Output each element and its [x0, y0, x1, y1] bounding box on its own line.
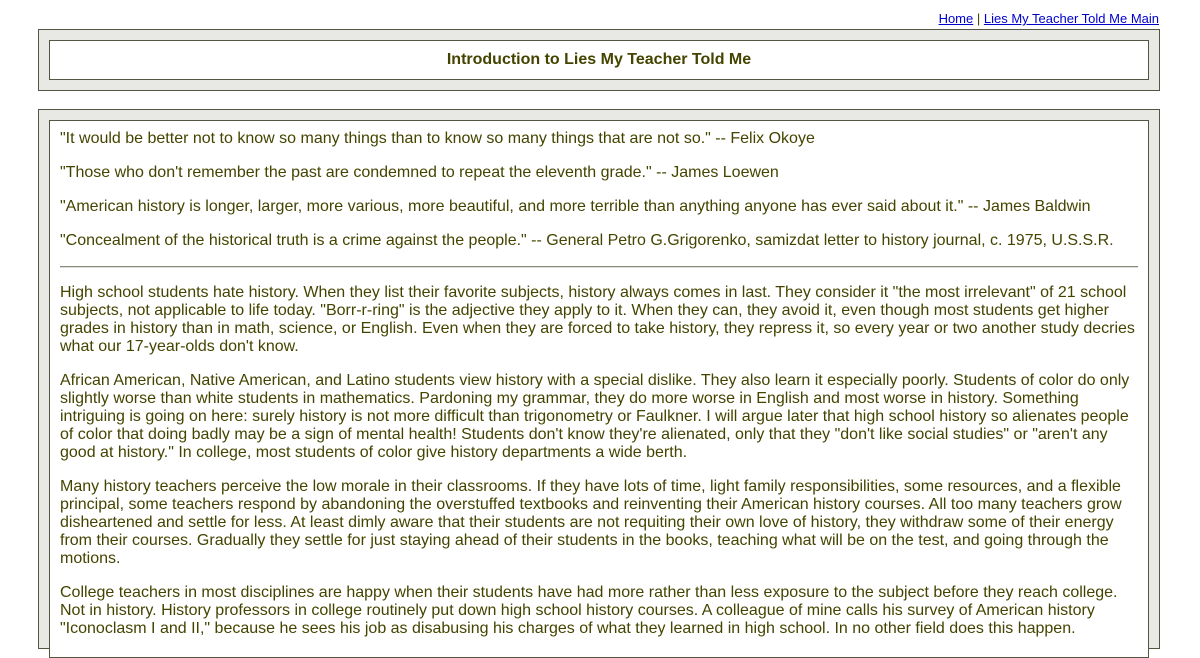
paragraph: High school students hate history. When they list their favorite subjects, history always comes in last. They consider it "the most irrelevant" of 21 school subjects, not applicable to life today. "Borr-r-ring" is the adjective they apply to it. When they can, they avoid it, even though most students get higher grades in history than in math, science, or English. Even when they are forced to take history, they repress it, so every year or two another study decries what our 17-year-olds don't know.: [60, 284, 1135, 355]
quote: "Concealment of the historical truth is a crime against the people." -- General Petro G.Grigorenko, samizdat letter to history journal, c. 1975, U.S.S.R.: [60, 232, 1114, 249]
home-link[interactable]: Home: [938, 11, 974, 26]
divider: [60, 266, 1138, 268]
content-panel: [38, 109, 1160, 649]
quote: "Those who don't remember the past are condemned to repeat the eleventh grade." -- James Loewen: [60, 164, 779, 181]
title-panel: [38, 29, 1160, 91]
paragraph: Many history teachers perceive the low morale in their classrooms. If they have lots of time, light family responsibilities, some resources, and a flexible principal, some teachers respond by abandoning the overstuffed textbooks and reinventing their American history courses. All too many teachers grow disheartened and settle for less. At least dimly aware that their students are not requiting their own love of history, they withdraw some of their energy from their courses. Gradually they settle for just staying ahead of their students in the books, teaching what will be on the test, and going through the motions.: [60, 478, 1122, 567]
quote-list: [60, 130, 1138, 250]
content-box: [49, 120, 1149, 658]
title-box: [49, 40, 1149, 80]
paragraph: African American, Native American, and Latino students view history with a special dislike. They also learn it especially poorly. Students of color do only slightly worse than white students in mathematics. Pardoning my grammar, they do more worse in English and most worse in history. Something intriguing is going on here: surely history is not more difficult than trigonometry or Faulkner. I will argue later that high school history so alienates people of color that doing badly may be a sign of mental health! Students don't know they're alienated, only that they "don't like social studies" or "aren't any good at history." In college, most students of color give history departments a wide berth.: [60, 372, 1130, 461]
quote: "It would be better not to know so many things than to know so many things that are not so." -- Felix Okoye: [60, 130, 815, 147]
body-text: [60, 284, 1138, 638]
main-link[interactable]: Lies My Teacher Told Me Main: [983, 11, 1159, 26]
nav-separator: |: [976, 11, 981, 26]
page-title: Introduction to Lies My Teacher Told Me: [446, 51, 752, 68]
quote: "American history is longer, larger, more various, more beautiful, and more terrible than anything anyone has ever said about it." -- James Baldwin: [60, 198, 1091, 215]
paragraph: College teachers in most disciplines are happy when their students have had more rather than less exposure to the subject before they reach college. Not in history. History professors in college routinely put down high school history courses. A colleague of mine calls his survey of American history "Iconoclasm I and II," because he sees his job as disabusing his charges of what they learned in high school. In no other field does this happen.: [60, 584, 1118, 637]
top-nav: [939, 11, 1159, 27]
